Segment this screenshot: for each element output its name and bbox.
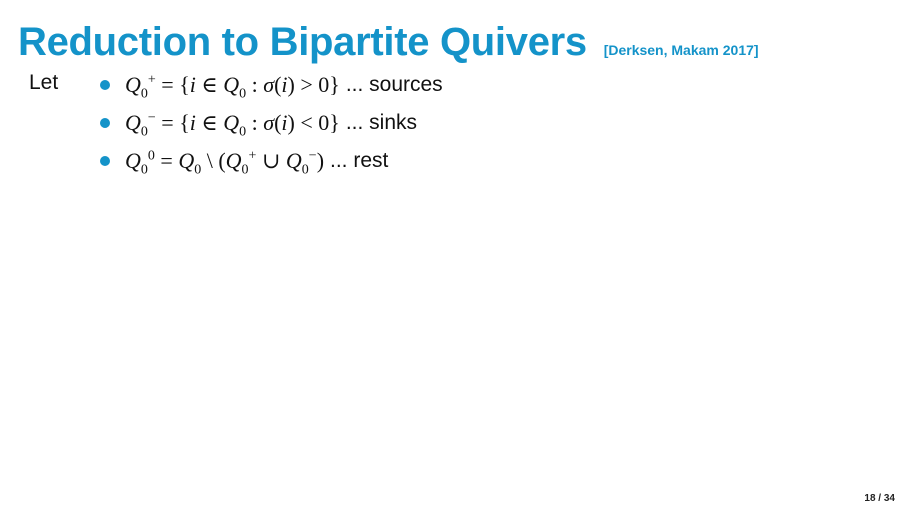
page-number: 18 / 34 bbox=[864, 493, 895, 504]
bullet-list bbox=[100, 66, 443, 180]
slide-title-text: Reduction to Bipartite Quivers bbox=[18, 20, 587, 64]
bullet-label-sinks: ... sinks bbox=[345, 111, 417, 134]
bullet-icon bbox=[100, 80, 110, 90]
citation: [Derksen, Makam 2017] bbox=[603, 42, 759, 58]
bullet-item-rest bbox=[100, 142, 443, 180]
bullet-label-rest: ... rest bbox=[330, 149, 389, 172]
formula-sources: $Q_0^+ = \{i$ ∈ $Q_0$ : σ(i) > 0} bbox=[125, 72, 340, 102]
let-label: Let bbox=[29, 71, 59, 94]
bullet-icon bbox=[100, 156, 110, 166]
formula-rest: $Q_0^0 = Q_0$ \ ($Q_0^+$ ∪ $Q_0^-$) bbox=[125, 148, 325, 178]
formula-sinks: $Q_0^- = \{i$ ∈ $Q_0$ : σ(i) < 0} bbox=[125, 110, 340, 140]
bullet-icon bbox=[100, 118, 110, 128]
bullet-item-sources bbox=[100, 66, 443, 104]
bullet-label-sources: ... sources bbox=[345, 73, 443, 96]
bullet-item-sinks bbox=[100, 104, 443, 142]
